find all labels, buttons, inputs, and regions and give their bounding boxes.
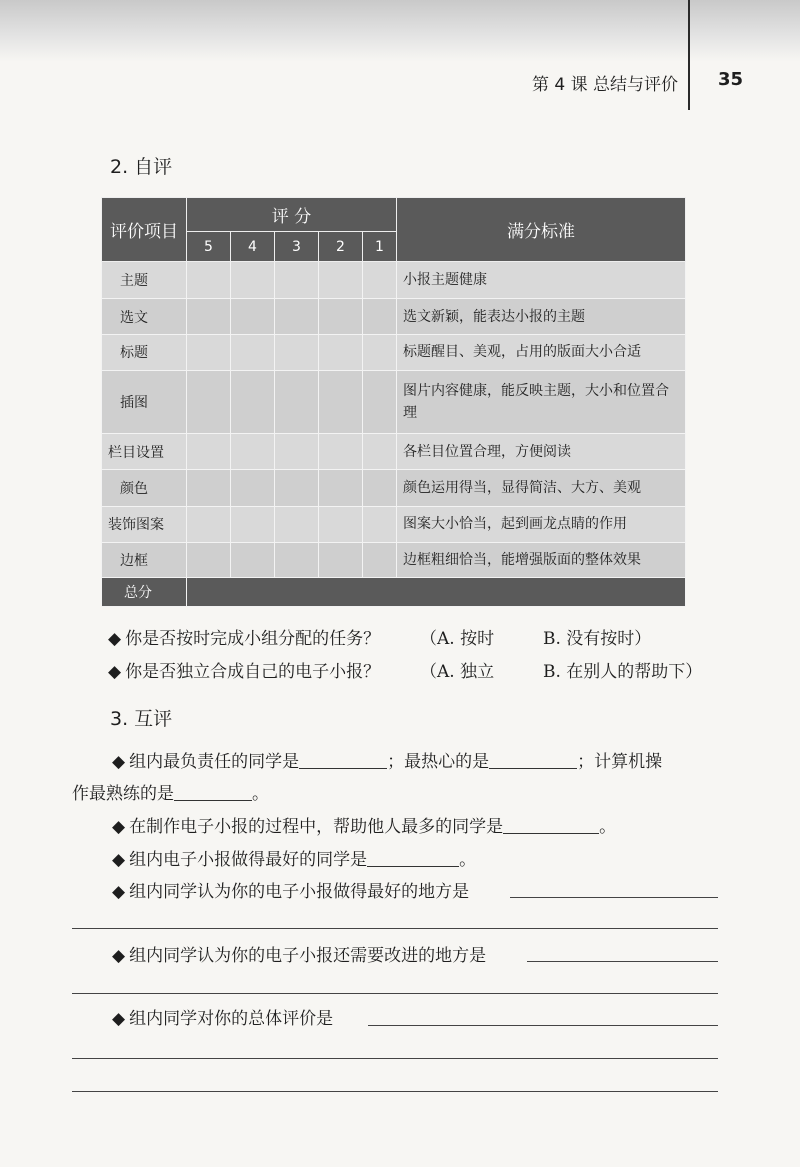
most-responsible-blank[interactable] [299,751,387,769]
row-item: 边框 [102,542,187,578]
score-cell[interactable] [187,542,231,578]
score-cell[interactable] [231,506,275,542]
option-with-help[interactable]: B. 在别人的帮助下） [543,662,703,682]
row-standard: 标题醒目、美观，占用的版面大小合适 [397,334,686,370]
row-standard: 图案大小恰当，起到画龙点睛的作用 [397,506,686,542]
period: 。 [252,784,269,804]
best-newspaper-blank[interactable] [367,849,459,867]
row-standard: 边框粗细恰当，能增强版面的整体效果 [397,542,686,578]
option-independent[interactable]: （A. 独立 [420,662,495,682]
score-level-5: 5 [187,231,231,262]
table-row [102,370,686,433]
row-item: 插图 [102,370,187,433]
answer-line[interactable] [527,961,718,962]
period: 。 [459,850,477,870]
total-score-cell[interactable] [187,578,686,607]
table-row [102,506,686,542]
score-cell[interactable] [231,434,275,470]
row-standard: 小报主题健康 [397,262,686,299]
self-eval-table [101,197,686,607]
total-label: 总分 [102,578,187,607]
score-cell[interactable] [363,334,397,370]
question-text: ；最热心的是 [387,752,490,772]
self-question-2 [108,657,380,682]
row-standard: 选文新颖，能表达小报的主题 [397,299,686,335]
row-item: 选文 [102,299,187,335]
peer-question-5 [112,941,486,966]
peer-question-4 [112,877,469,902]
score-cell[interactable] [275,542,319,578]
score-cell[interactable] [231,262,275,299]
peer-question-6 [112,1004,333,1029]
table-row [102,334,686,370]
peer-question-1-cont [72,779,269,804]
score-cell[interactable] [231,334,275,370]
score-cell[interactable] [363,262,397,299]
option-ontime[interactable]: （A. 按时 [420,629,495,649]
answer-line[interactable] [510,897,718,898]
peer-question-2 [112,812,616,837]
score-cell[interactable] [363,434,397,470]
diamond-icon: ◆ [112,752,126,772]
score-cell[interactable] [187,370,231,433]
score-cell[interactable] [319,469,363,506]
row-item: 主题 [102,262,187,299]
peer-question-1 [112,747,662,772]
answer-line[interactable] [72,1058,718,1059]
diamond-icon: ◆ [112,882,126,902]
total-row [102,578,686,607]
score-cell[interactable] [319,299,363,335]
header-standard: 满分标准 [397,198,686,262]
row-item: 装饰图案 [102,506,187,542]
row-standard: 颜色运用得当，显得简洁、大方、美观 [397,469,686,506]
score-cell[interactable] [231,469,275,506]
answer-line[interactable] [72,993,718,994]
row-standard: 图片内容健康，能反映主题，大小和位置合理 [397,370,686,433]
period: 。 [599,817,617,837]
table-row [102,469,686,506]
lesson-title: 第 4 课 总结与评价 [531,75,678,95]
question-text: ；计算机操 [577,752,663,772]
table-row [102,299,686,335]
score-cell[interactable] [231,370,275,433]
score-cell[interactable] [275,299,319,335]
score-cell[interactable] [187,469,231,506]
header-score: 评 分 [187,198,397,232]
question-text: 组内电子小报做得最好的同学是 [129,850,368,870]
answer-line[interactable] [72,928,718,929]
section-peer-eval-title: 3. 互评 [110,708,173,730]
question-text: 你是否按时完成小组分配的任务？ [125,629,381,649]
score-cell[interactable] [187,262,231,299]
header-divider [688,0,690,110]
score-cell[interactable] [231,299,275,335]
score-cell[interactable] [275,469,319,506]
header-band [0,0,800,62]
diamond-icon: ◆ [112,1009,126,1029]
section-self-eval-title: 2. 自评 [110,156,173,178]
score-cell[interactable] [275,506,319,542]
score-cell[interactable] [187,434,231,470]
score-cell[interactable] [363,370,397,433]
row-item: 栏目设置 [102,434,187,470]
score-cell[interactable] [319,334,363,370]
question-text: 组内同学认为你的电子小报还需要改进的地方是 [129,946,487,966]
score-cell[interactable] [275,262,319,299]
score-cell[interactable] [319,542,363,578]
self-question-1 [108,624,380,649]
diamond-icon: ◆ [112,850,126,870]
score-cell[interactable] [275,334,319,370]
table-row [102,262,686,299]
row-item: 颜色 [102,469,187,506]
score-cell[interactable] [319,262,363,299]
score-cell[interactable] [363,542,397,578]
most-skilled-blank[interactable] [174,783,252,801]
score-cell[interactable] [187,506,231,542]
question-text: 组内同学认为你的电子小报做得最好的地方是 [129,882,470,902]
score-cell[interactable] [187,299,231,335]
score-cell[interactable] [231,542,275,578]
diamond-icon: ◆ [112,946,126,966]
question-text: 组内最负责任的同学是 [129,752,300,772]
header-item: 评价项目 [102,198,187,262]
table-row [102,542,686,578]
score-cell[interactable] [363,299,397,335]
diamond-icon: ◆ [108,662,122,682]
score-cell[interactable] [363,469,397,506]
score-cell[interactable] [319,370,363,433]
diamond-icon: ◆ [112,817,126,837]
score-cell[interactable] [363,506,397,542]
score-level-3: 3 [275,231,319,262]
score-cell[interactable] [319,434,363,470]
score-level-2: 2 [319,231,363,262]
question-text: 在制作电子小报的过程中，帮助他人最多的同学是 [129,817,504,837]
most-helping-blank[interactable] [503,816,599,834]
answer-line[interactable] [368,1025,718,1026]
peer-question-3 [112,845,476,870]
question-text: 作最熟练的是 [72,784,174,804]
score-cell[interactable] [319,506,363,542]
diamond-icon: ◆ [108,629,122,649]
most-helpful-blank[interactable] [489,751,577,769]
score-level-1: 1 [363,231,397,262]
row-item: 标题 [102,334,187,370]
row-standard: 各栏目位置合理，方便阅读 [397,434,686,470]
table-row [102,434,686,470]
score-cell[interactable] [275,434,319,470]
question-text: 组内同学对你的总体评价是 [129,1009,334,1029]
page-number: 35 [718,69,744,90]
answer-line[interactable] [72,1091,718,1092]
score-level-4: 4 [231,231,275,262]
score-cell[interactable] [275,370,319,433]
option-not-ontime[interactable]: B. 没有按时） [543,629,652,649]
question-text: 你是否独立合成自己的电子小报？ [125,662,381,682]
score-cell[interactable] [187,334,231,370]
